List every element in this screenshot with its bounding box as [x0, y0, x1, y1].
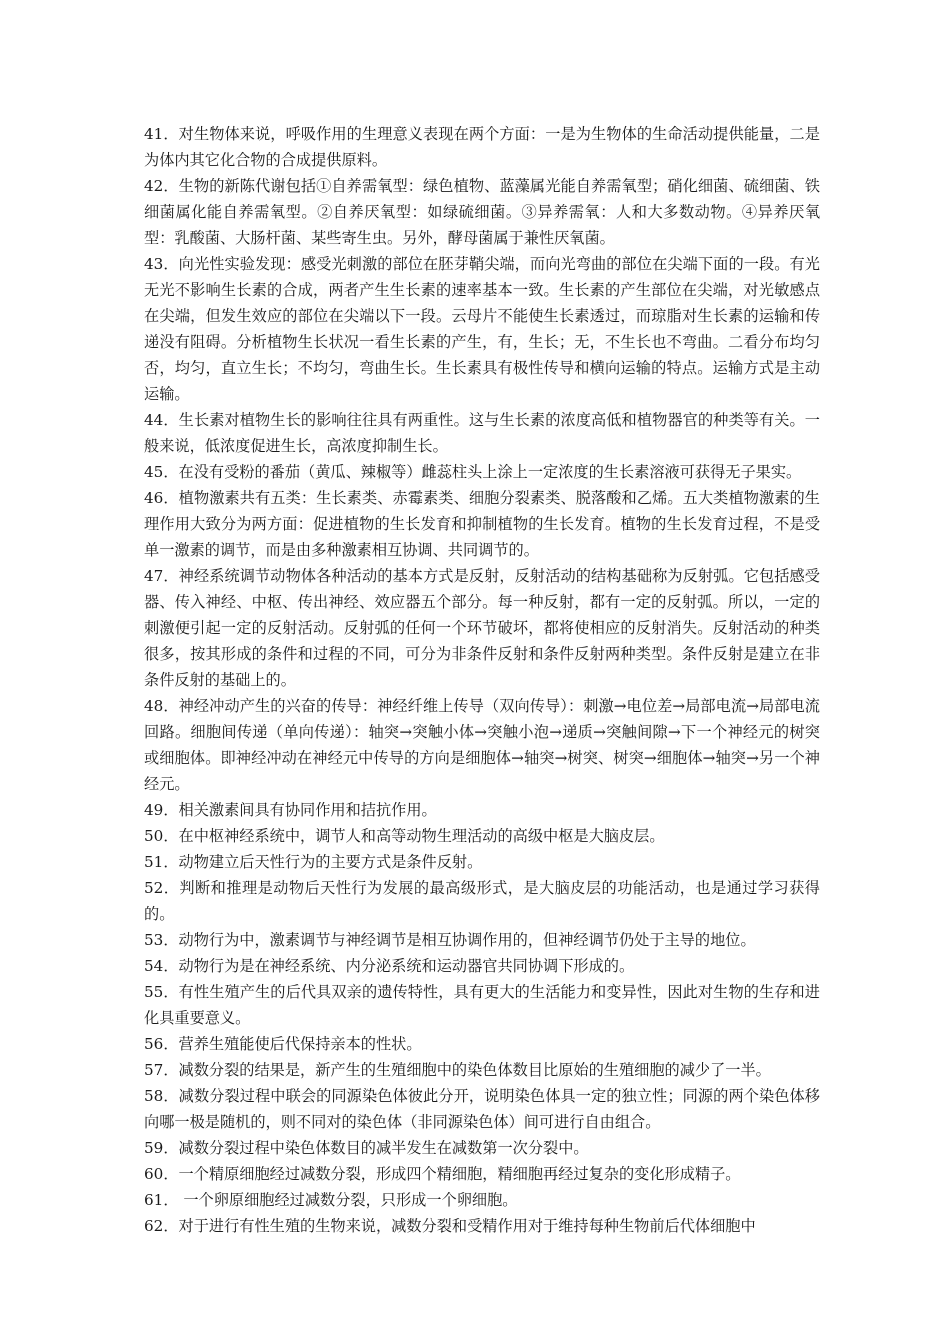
- paragraph-54: 54．动物行为是在神经系统、内分泌系统和运动器官共同协调下形成的。: [144, 957, 635, 975]
- paragraph-52: 52．判断和推理是动物后天性行为发展的最高级形式，是大脑皮层的功能活动，也是通过学习获得的。: [144, 879, 820, 923]
- paragraph-56: 56．营养生殖能使后代保持亲本的性状。: [144, 1035, 422, 1053]
- paragraph-58: 58．减数分裂过程中联会的同源染色体彼此分开，说明染色体具一定的独立性；同源的两个染色体移向哪一极是随机的，则不同对的染色体（非同源染色体）间可进行自由组合。: [144, 1087, 820, 1131]
- paragraph-59: 59．减数分裂过程中染色体数目的减半发生在减数第一次分裂中。: [144, 1139, 589, 1157]
- paragraph-42: 42．生物的新陈代谢包括①自养需氧型：绿色植物、蓝藻属光能自养需氧型；硝化细菌、硫细菌、铁细菌属化能自养需氧型。②自养厌氧型：如绿硫细菌。③异养需氧：人和大多数动物。④异养厌氧型：乳酸菌、大肠杆菌、某些寄生虫。另外，酵母菌属于兼性厌氧菌。: [144, 177, 820, 247]
- paragraph-60: 60．一个精原细胞经过减数分裂，形成四个精细胞，精细胞再经过复杂的变化形成精子。: [144, 1165, 741, 1183]
- paragraph-53: 53．动物行为中，激素调节与神经调节是相互协调作用的，但神经调节仍处于主导的地位。: [144, 931, 756, 949]
- paragraph-50: 50．在中枢神经系统中，调节人和高等动物生理活动的高级中枢是大脑皮层。: [144, 827, 665, 845]
- paragraph-45: 45．在没有受粉的番茄（黄瓜、辣椒等）雌蕊柱头上涂上一定浓度的生长素溶液可获得无子果实。: [144, 463, 802, 481]
- document-body: [144, 121, 820, 1239]
- paragraph-43: 43．向光性实验发现：感受光刺激的部位在胚芽鞘尖端，而向光弯曲的部位在尖端下面的一段。有光无光不影响生长素的合成，两者产生生长素的速率基本一致。生长素的产生部位在尖端，对光敏感点在尖端，但发生效应的部位在尖端以下一段。云母片不能使生长素透过，而琼脂对生长素的运输和传递没有阻碍。分析植物生长状况一看生长素的产生，有，生长；无，不生长也不弯曲。二看分布均匀否，均匀，直立生长；不均匀，弯曲生长。生长素具有极性传导和横向运输的特点。运输方式是主动运输。: [144, 255, 820, 403]
- paragraph-49: 49．相关激素间具有协同作用和拮抗作用。: [144, 801, 437, 819]
- paragraph-62: 62．对于进行有性生殖的生物来说，减数分裂和受精作用对于维持每种生物前后代体细胞中: [144, 1217, 756, 1235]
- paragraph-51: 51．动物建立后天性行为的主要方式是条件反射。: [144, 853, 483, 871]
- paragraph-61: 61． 一个卵原细胞经过减数分裂，只形成一个卵细胞。: [144, 1191, 518, 1209]
- paragraph-48: 48．神经冲动产生的兴奋的传导：神经纤维上传导（双向传导）：刺激→电位差→局部电流→局部电流回路。细胞间传递（单向传递）：轴突→突触小体→突触小泡→递质→突触间隙→下一个神经元的树突或细胞体。即神经冲动在神经元中传导的方向是细胞体→轴突→树突、树突→细胞体→轴突→另一个神经元。: [144, 697, 820, 793]
- paragraph-44: 44．生长素对植物生长的影响往往具有两重性。这与生长素的浓度高低和植物器官的种类等有关。一般来说，低浓度促进生长，高浓度抑制生长。: [144, 411, 820, 455]
- paragraph-41: 41．对生物体来说，呼吸作用的生理意义表现在两个方面：一是为生物体的生命活动提供能量，二是为体内其它化合物的合成提供原料。: [144, 125, 820, 169]
- paragraph-46: 46．植物激素共有五类：生长素类、赤霉素类、细胞分裂素类、脱落酸和乙烯。五大类植物激素的生理作用大致分为两方面：促进植物的生长发育和抑制植物的生长发育。植物的生长发育过程，不是受单一激素的调节，而是由多种激素相互协调、共同调节的。: [144, 489, 820, 559]
- paragraph-57: 57．减数分裂的结果是，新产生的生殖细胞中的染色体数目比原始的生殖细胞的减少了一半。: [144, 1061, 771, 1079]
- paragraph-55: 55．有性生殖产生的后代具双亲的遗传特性，具有更大的生活能力和变异性，因此对生物的生存和进化具重要意义。: [144, 983, 820, 1027]
- paragraph-47: 47．神经系统调节动物体各种活动的基本方式是反射，反射活动的结构基础称为反射弧。它包括感受器、传入神经、中枢、传出神经、效应器五个部分。每一种反射，都有一定的反射弧。所以，一定的刺激便引起一定的反射活动。反射弧的任何一个环节破坏，都将使相应的反射消失。反射活动的种类很多，按其形成的条件和过程的不同，可分为非条件反射和条件反射两种类型。条件反射是建立在非条件反射的基础上的。: [144, 567, 820, 689]
